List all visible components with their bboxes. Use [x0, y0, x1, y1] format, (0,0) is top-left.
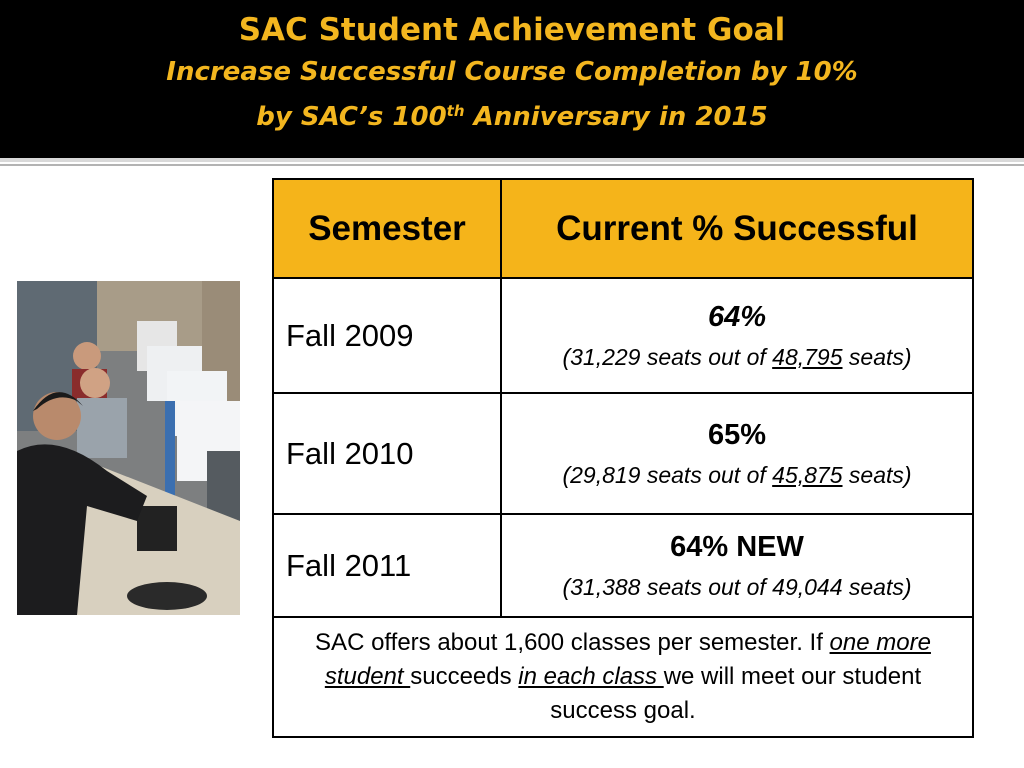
percent-value: 64% — [707, 300, 767, 333]
table-row — [273, 514, 973, 617]
seats-detail-end: seats) — [842, 461, 912, 488]
divider-line — [0, 158, 1024, 162]
seats-total: 48,795 — [772, 343, 843, 370]
table-note-row — [273, 617, 973, 737]
percent-value: 64% NEW — [670, 530, 804, 563]
seats-detail-start: (31,229 seats out of — [562, 343, 773, 370]
semester-cell: Fall 2010 — [273, 393, 501, 514]
title-bar — [0, 0, 1024, 158]
slide-subtitle: Increase Successful Course Completion by 10% — [166, 57, 858, 87]
percent-value: 65% — [707, 418, 767, 451]
classroom-photo — [17, 281, 240, 615]
semester-cell: Fall 2011 — [273, 514, 501, 617]
note-text-1: SAC offers about 1,600 classes per semester. If — [315, 629, 830, 656]
seats-detail — [502, 344, 972, 371]
header-current-percent: Current % Successful — [501, 179, 973, 278]
seats-detail-end: seats) — [842, 343, 912, 370]
value-cell — [501, 278, 973, 393]
value-cell — [501, 514, 973, 617]
note-emphasis-1: one more student — [324, 629, 931, 690]
seats-total: 45,875 — [772, 461, 843, 488]
table-header-row — [273, 179, 973, 278]
classroom-photo-illustration — [17, 281, 240, 615]
semester-cell: Fall 2009 — [273, 278, 501, 393]
table-row — [273, 393, 973, 514]
value-cell — [501, 393, 973, 514]
note-text-3: we will meet our student success goal. — [550, 663, 922, 724]
divider-line-thin — [0, 164, 1024, 166]
achievement-table — [272, 178, 974, 738]
note-emphasis-2: in each class — [518, 663, 664, 690]
ordinal-superscript: th — [446, 102, 465, 120]
table-row — [273, 278, 973, 393]
seats-detail: (31,388 seats out of 49,044 seats) — [562, 573, 912, 600]
subtitle-text-end: Anniversary in 2015 — [464, 102, 768, 132]
seats-detail — [502, 462, 972, 489]
slide-title: SAC Student Achievement Goal — [238, 12, 786, 48]
subtitle-text-start: by SAC’s 100 — [256, 102, 447, 132]
seats-detail-start: (29,819 seats out of — [562, 461, 773, 488]
header-semester: Semester — [273, 179, 501, 278]
note-text-2: succeeds — [410, 663, 519, 690]
note-cell — [273, 617, 973, 737]
slide-subtitle-line2 — [0, 102, 1024, 132]
